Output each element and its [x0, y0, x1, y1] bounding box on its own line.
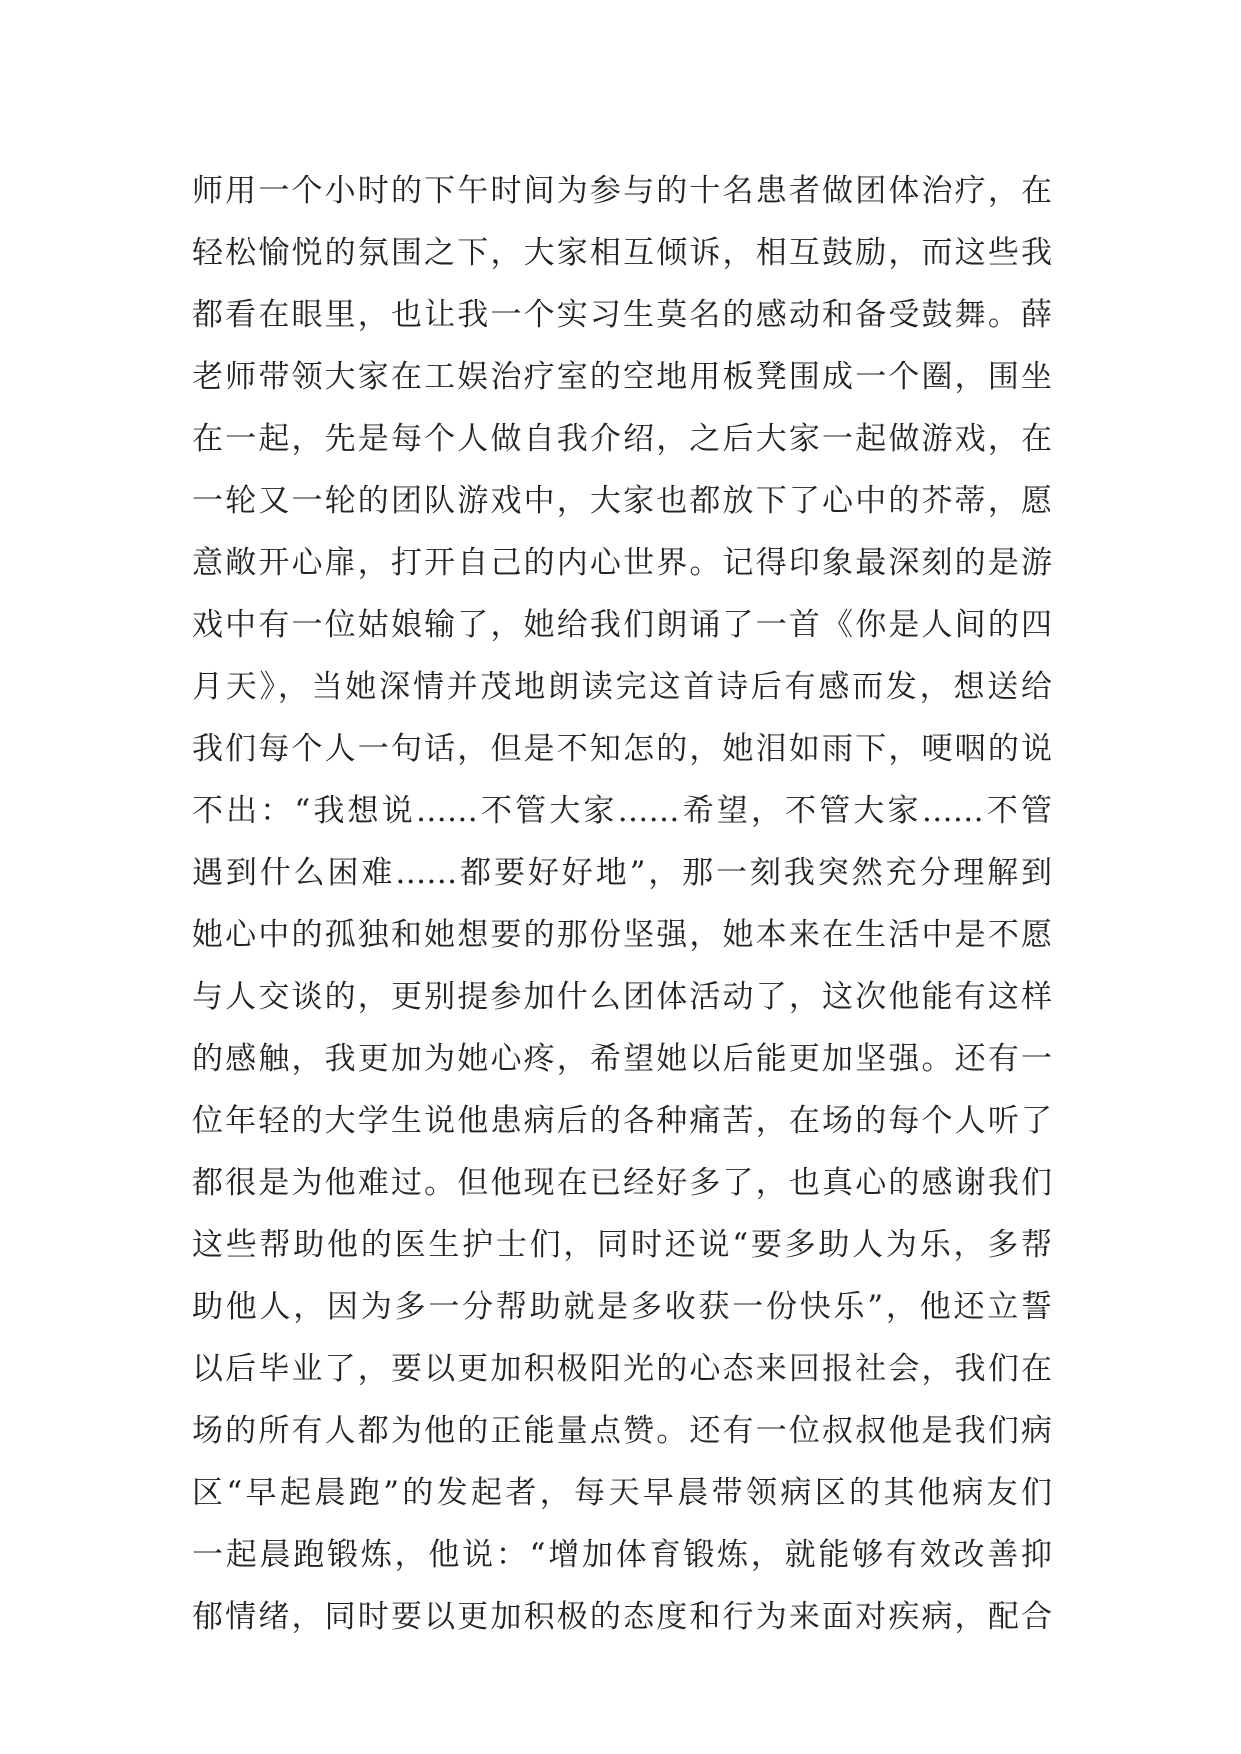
text-line: 以后毕业了，要以更加积极阳光的心态来回报社会，我们在	[192, 1351, 1052, 1387]
text-line: 遇到什么困难……都要好好地”，那一刻我突然充分理解到	[192, 855, 1052, 891]
text-line: 助他人，因为多一分帮助就是多收获一份快乐”，他还立誓	[192, 1289, 1052, 1325]
text-line: 的感触，我更加为她心疼，希望她以后能更加坚强。还有一	[192, 1041, 1052, 1077]
text-line: 戏中有一位姑娘输了，她给我们朗诵了一首《你是人间的四	[192, 607, 1052, 643]
text-line: 与人交谈的，更别提参加什么团体活动了，这次他能有这样	[192, 979, 1052, 1015]
text-line: 位年轻的大学生说他患病后的各种痛苦，在场的每个人听了	[192, 1103, 1052, 1139]
text-line: 一起晨跑锻炼，他说：“增加体育锻炼，就能够有效改善抑	[192, 1537, 1052, 1573]
text-line: 我们每个人一句话，但是不知怎的，她泪如雨下，哽咽的说	[192, 731, 1052, 767]
text-line: 她心中的孤独和她想要的那份坚强，她本来在生活中是不愿	[192, 917, 1052, 953]
text-line: 一轮又一轮的团队游戏中，大家也都放下了心中的芥蒂，愿	[192, 483, 1052, 519]
text-line: 意敞开心扉，打开自己的内心世界。记得印象最深刻的是游	[192, 545, 1052, 581]
text-line: 都很是为他难过。但他现在已经好多了，也真心的感谢我们	[192, 1165, 1052, 1201]
text-line: 月天》，当她深情并茂地朗读完这首诗后有感而发，想送给	[192, 669, 1052, 705]
text-line: 都看在眼里，也让我一个实习生莫名的感动和备受鼓舞。薛	[192, 297, 1052, 333]
text-line: 郁情绪，同时要以更加积极的态度和行为来面对疾病，配合	[192, 1599, 1052, 1635]
text-line: 区“早起晨跑”的发起者，每天早晨带领病区的其他病友们	[192, 1475, 1052, 1511]
text-line: 这些帮助他的医生护士们，同时还说“要多助人为乐，多帮	[192, 1227, 1052, 1263]
body-text	[192, 160, 1052, 1648]
text-line: 不出：“我想说……不管大家……希望，不管大家……不管	[192, 793, 1052, 829]
text-line: 场的所有人都为他的正能量点赞。还有一位叔叔他是我们病	[192, 1413, 1052, 1449]
text-line: 师用一个小时的下午时间为参与的十名患者做团体治疗，在	[192, 173, 1052, 209]
text-line: 在一起，先是每个人做自我介绍，之后大家一起做游戏，在	[192, 421, 1052, 457]
text-line: 轻松愉悦的氛围之下，大家相互倾诉，相互鼓励，而这些我	[192, 235, 1052, 271]
text-line: 老师带领大家在工娱治疗室的空地用板凳围成一个圈，围坐	[192, 359, 1052, 395]
